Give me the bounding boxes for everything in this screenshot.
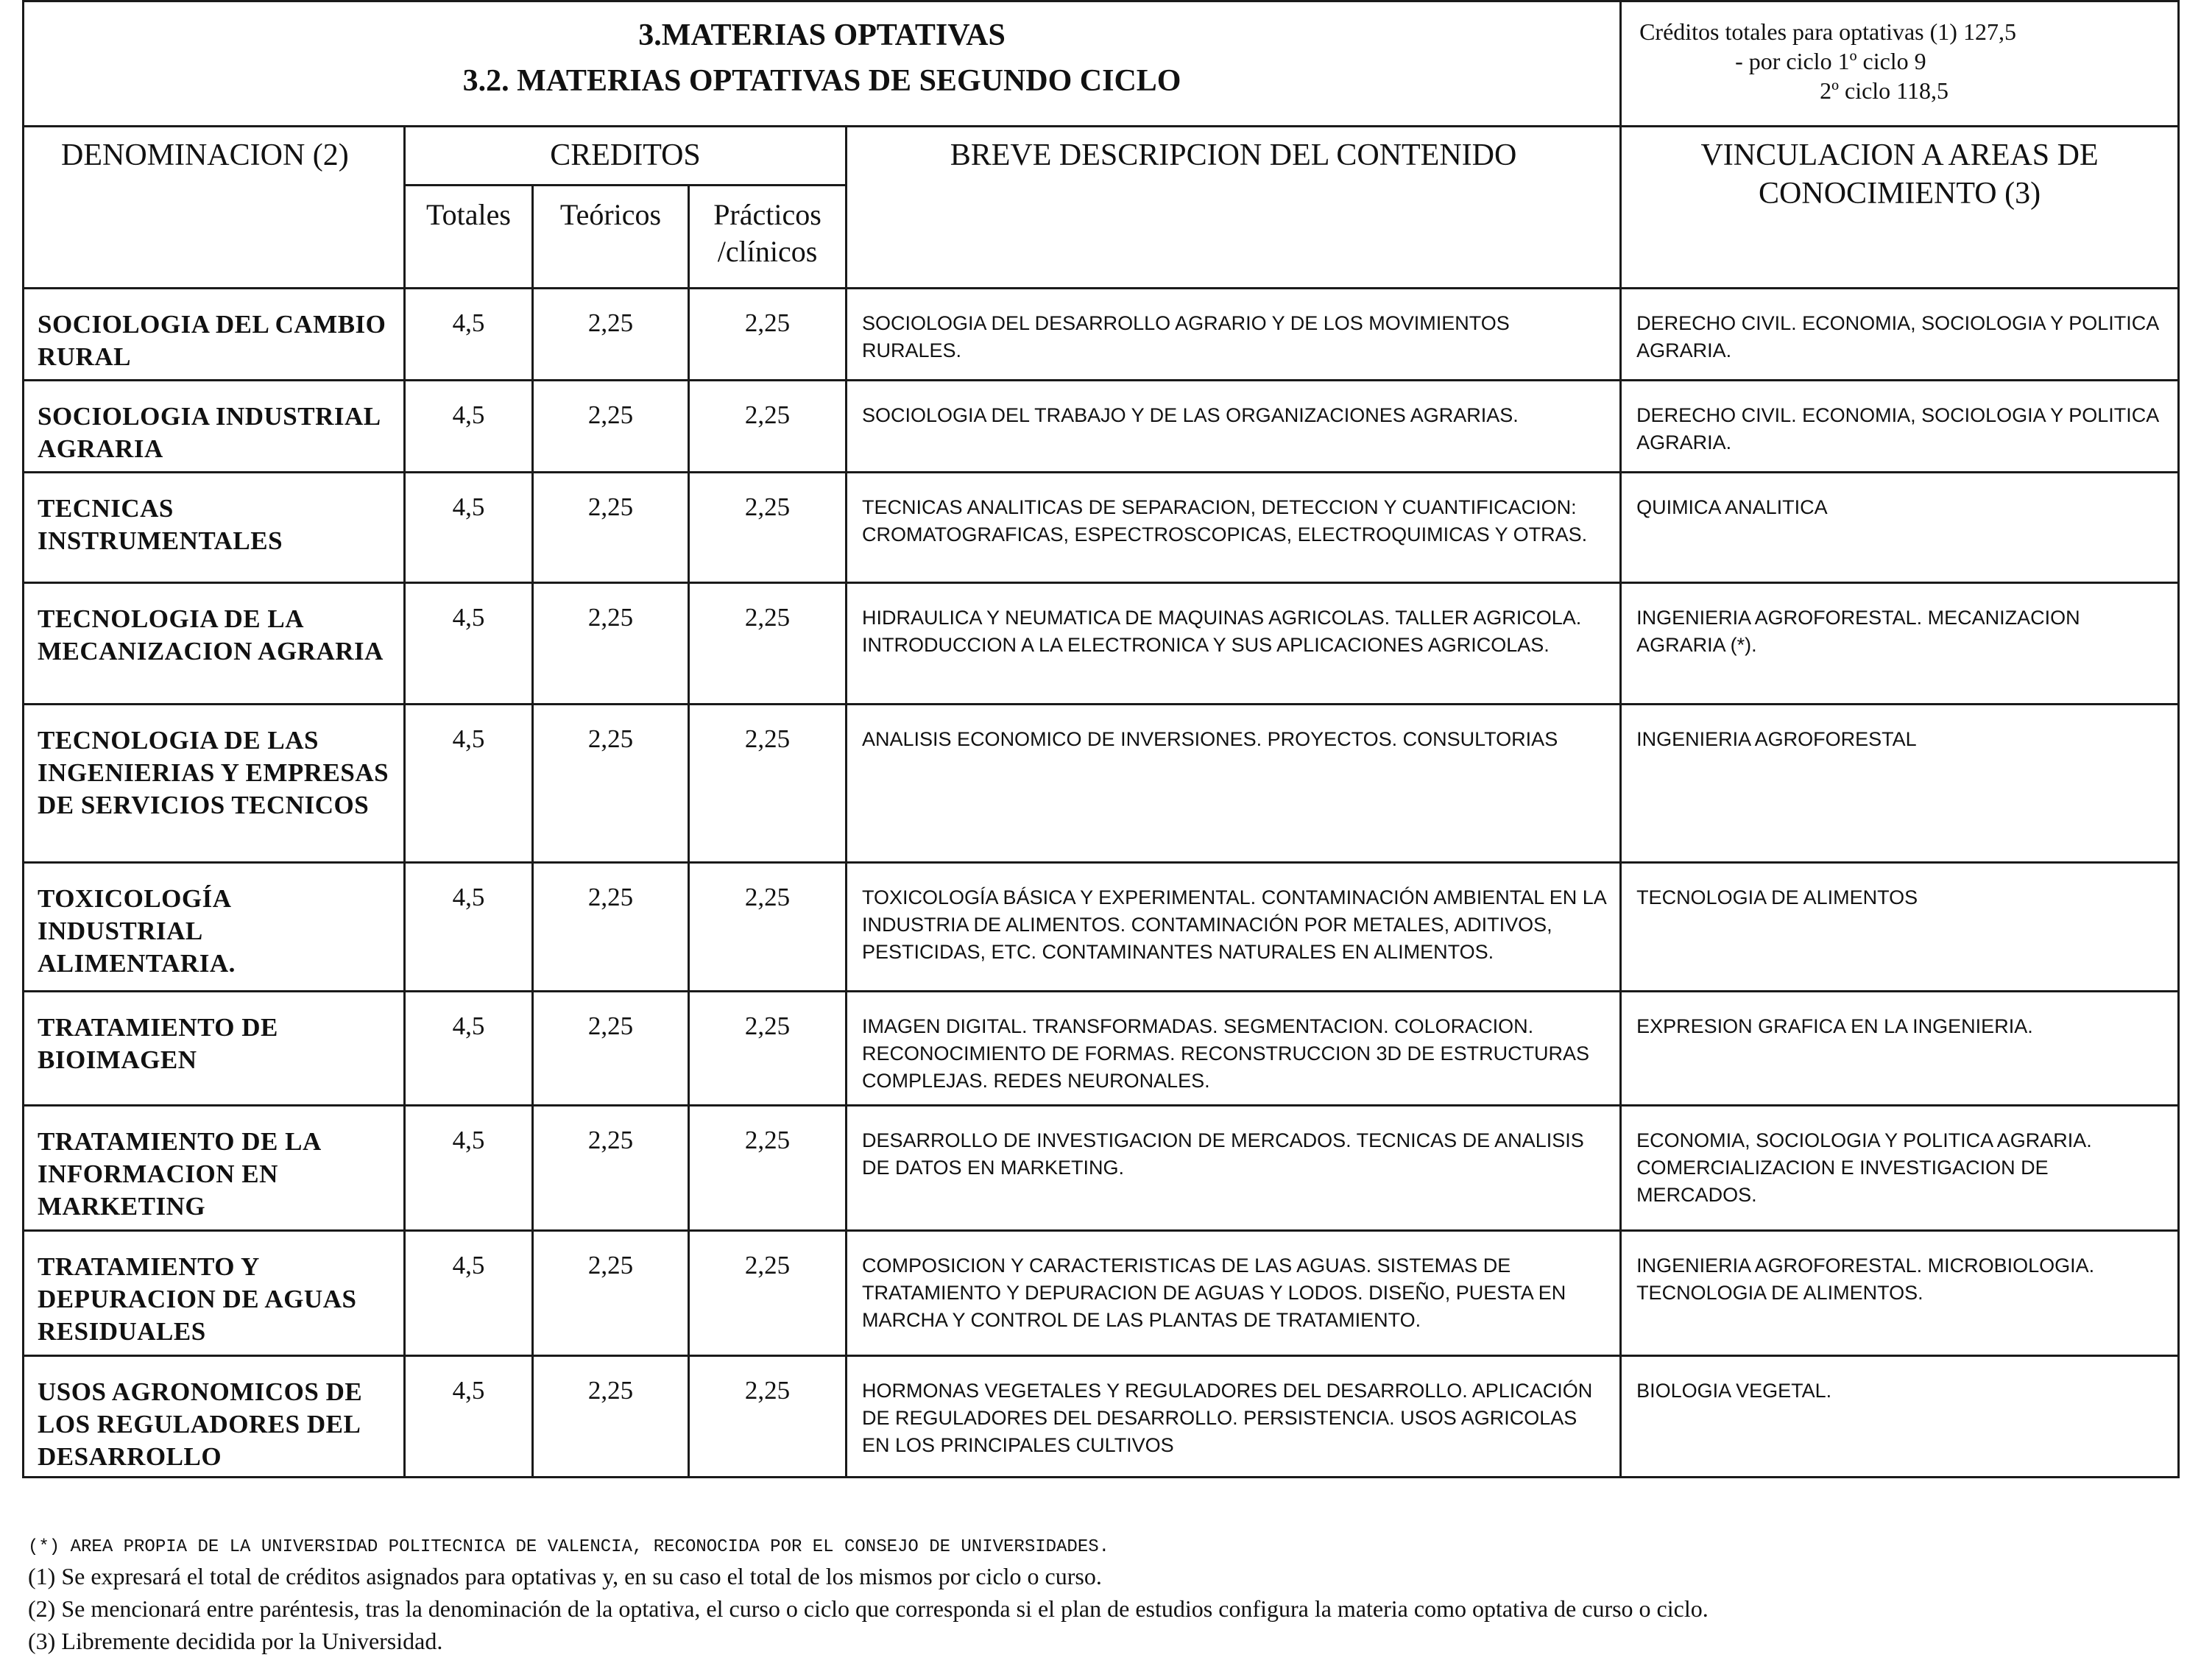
credits-practicos: 2,25 xyxy=(689,1106,847,1231)
subject-name: TRATAMIENTO DE LA INFORMACION EN MARKETING xyxy=(24,1106,405,1231)
table-row xyxy=(24,583,2179,705)
footnote-2: (2) Se mencionará entre paréntesis, tras la denominación de la optativa, el curso o ciclo que corresponda si el plan de estudios configura la materia como optativa de curso o ciclo. xyxy=(28,1595,1709,1622)
credits-teoricos: 2,25 xyxy=(533,863,689,992)
col-creditos: CREDITOS xyxy=(405,127,847,186)
credits-totales: 4,5 xyxy=(405,473,533,583)
credits-totales: 4,5 xyxy=(405,705,533,863)
credits-teoricos: 2,25 xyxy=(533,992,689,1106)
col-vinculacion-line-1: VINCULACION A AREAS DE xyxy=(1700,138,2099,172)
subject-area: DERECHO CIVIL. ECONOMIA, SOCIOLOGIA Y POLITICA AGRARIA. xyxy=(1621,289,2179,381)
subject-description: IMAGEN DIGITAL. TRANSFORMADAS. SEGMENTACION. COLORACION. RECONOCIMIENTO DE FORMAS. RECONSTRUCCION 3D DE ESTRUCTURAS COMPLEJAS. REDES NEURONALES. xyxy=(847,992,1621,1106)
col-practicos-line-2: /clínicos xyxy=(717,235,818,268)
credits-totales: 4,5 xyxy=(405,1106,533,1231)
subject-area: BIOLOGIA VEGETAL. xyxy=(1621,1356,2179,1478)
subject-name: TOXICOLOGÍA INDUSTRIAL ALIMENTARIA. xyxy=(24,863,405,992)
table-row xyxy=(24,1356,2179,1478)
subject-area: DERECHO CIVIL. ECONOMIA, SOCIOLOGIA Y POLITICA AGRARIA. xyxy=(1621,381,2179,473)
table-row xyxy=(24,863,2179,992)
subject-name: TECNICAS INSTRUMENTALES xyxy=(24,473,405,583)
table-row xyxy=(24,1231,2179,1356)
credits-summary xyxy=(1621,1,2179,127)
credits-practicos: 2,25 xyxy=(689,473,847,583)
subject-description: DESARROLLO DE INVESTIGACION DE MERCADOS. TECNICAS DE ANALISIS DE DATOS EN MARKETING. xyxy=(847,1106,1621,1231)
credits-teoricos: 2,25 xyxy=(533,381,689,473)
page-title xyxy=(24,1,1621,127)
subject-description: HORMONAS VEGETALES Y REGULADORES DEL DESARROLLO. APLICACIÓN DE REGULADORES DEL DESARROLLO. PERSISTENCIA. USOS AGRICOLAS EN LOS PRINCIPALES CULTIVOS xyxy=(847,1356,1621,1478)
footnotes xyxy=(28,1535,2163,1657)
optativas-table xyxy=(22,0,2180,1478)
footnote-1: (1) Se expresará el total de créditos asignados para optativas y, en su caso el total de los mismos por ciclo o curso. xyxy=(28,1563,1102,1589)
subject-description: SOCIOLOGIA DEL DESARROLLO AGRARIO Y DE LOS MOVIMIENTOS RURALES. xyxy=(847,289,1621,381)
col-descripcion: BREVE DESCRIPCION DEL CONTENIDO xyxy=(847,127,1621,289)
subject-area: EXPRESION GRAFICA EN LA INGENIERIA. xyxy=(1621,992,2179,1106)
credits-teoricos: 2,25 xyxy=(533,583,689,705)
credits-totales: 4,5 xyxy=(405,583,533,705)
credits-teoricos: 2,25 xyxy=(533,705,689,863)
subject-description: HIDRAULICA Y NEUMATICA DE MAQUINAS AGRICOLAS. TALLER AGRICOLA. INTRODUCCION A LA ELECTRONICA Y SUS APLICACIONES AGRICOLAS. xyxy=(847,583,1621,705)
table-row xyxy=(24,1106,2179,1231)
title-row xyxy=(24,1,2179,127)
credits-practicos: 2,25 xyxy=(689,705,847,863)
credits-practicos: 2,25 xyxy=(689,583,847,705)
footnote-3: (3) Libremente decidida por la Universidad. xyxy=(28,1628,443,1654)
title-line-2: 3.2. MATERIAS OPTATIVAS DE SEGUNDO CICLO xyxy=(462,64,1181,98)
credits-totales: 4,5 xyxy=(405,992,533,1106)
col-practicos xyxy=(689,186,847,289)
subject-description: COMPOSICION Y CARACTERISTICAS DE LAS AGUAS. SISTEMAS DE TRATAMIENTO Y DEPURACION DE AGUAS Y LODOS. DISEÑO, PUESTA EN MARCHA Y CONTROL DE LAS PLANTAS DE TRATAMIENTO. xyxy=(847,1231,1621,1356)
credits-practicos: 2,25 xyxy=(689,289,847,381)
credits-teoricos: 2,25 xyxy=(533,1106,689,1231)
subject-description: TECNICAS ANALITICAS DE SEPARACION, DETECCION Y CUANTIFICACION: CROMATOGRAFICAS, ESPECTROSCOPICAS, ELECTROQUIMICAS Y OTRAS. xyxy=(847,473,1621,583)
credits-ciclo-2: 2º ciclo 118,5 xyxy=(1820,77,1948,104)
table-row xyxy=(24,289,2179,381)
table-row xyxy=(24,992,2179,1106)
credits-practicos: 2,25 xyxy=(689,863,847,992)
credits-totales: 4,5 xyxy=(405,863,533,992)
credits-practicos: 2,25 xyxy=(689,381,847,473)
col-totales: Totales xyxy=(405,186,533,289)
col-teoricos: Teóricos xyxy=(533,186,689,289)
col-denominacion: DENOMINACION (2) xyxy=(24,127,405,289)
col-vinculacion-line-2: CONOCIMIENTO (3) xyxy=(1759,177,2041,211)
credits-totales: 4,5 xyxy=(405,289,533,381)
credits-totales: 4,5 xyxy=(405,1231,533,1356)
subject-name: TECNOLOGIA DE LAS INGENIERIAS Y EMPRESAS DE SERVICIOS TECNICOS xyxy=(24,705,405,863)
subject-description: TOXICOLOGÍA BÁSICA Y EXPERIMENTAL. CONTAMINACIÓN AMBIENTAL EN LA INDUSTRIA DE ALIMENTOS. CONTAMINACIÓN POR METALES, ADITIVOS, PESTICIDAS, ETC. CONTAMINANTES NATURALES EN ALIMENTOS. xyxy=(847,863,1621,992)
credits-ciclo-1: - por ciclo 1º ciclo 9 xyxy=(1735,48,1926,74)
credits-teoricos: 2,25 xyxy=(533,473,689,583)
credits-teoricos: 2,25 xyxy=(533,289,689,381)
subject-description: ANALISIS ECONOMICO DE INVERSIONES. PROYECTOS. CONSULTORIAS xyxy=(847,705,1621,863)
credits-teoricos: 2,25 xyxy=(533,1356,689,1478)
credits-teoricos: 2,25 xyxy=(533,1231,689,1356)
subject-area: TECNOLOGIA DE ALIMENTOS xyxy=(1621,863,2179,992)
subject-name: SOCIOLOGIA INDUSTRIAL AGRARIA xyxy=(24,381,405,473)
subject-name: TECNOLOGIA DE LA MECANIZACION AGRARIA xyxy=(24,583,405,705)
subject-name: SOCIOLOGIA DEL CAMBIO RURAL xyxy=(24,289,405,381)
credits-total: Créditos totales para optativas (1) 127,5 xyxy=(1639,18,2016,45)
column-header-row xyxy=(24,127,2179,186)
subject-name: TRATAMIENTO Y DEPURACION DE AGUAS RESIDUALES xyxy=(24,1231,405,1356)
table-row xyxy=(24,473,2179,583)
subject-name: USOS AGRONOMICOS DE LOS REGULADORES DEL DESARROLLO xyxy=(24,1356,405,1478)
subject-area: ECONOMIA, SOCIOLOGIA Y POLITICA AGRARIA. COMERCIALIZACION E INVESTIGACION DE MERCADOS. xyxy=(1621,1106,2179,1231)
col-practicos-line-1: Prácticos xyxy=(713,198,822,231)
subject-description: SOCIOLOGIA DEL TRABAJO Y DE LAS ORGANIZACIONES AGRARIAS. xyxy=(847,381,1621,473)
footnote-asterisk: (*) AREA PROPIA DE LA UNIVERSIDAD POLITECNICA DE VALENCIA, RECONOCIDA POR EL CONSEJO DE UNIVERSIDADES. xyxy=(28,1537,1110,1557)
subject-area: QUIMICA ANALITICA xyxy=(1621,473,2179,583)
title-line-1: 3.MATERIAS OPTATIVAS xyxy=(638,18,1006,52)
subject-area: INGENIERIA AGROFORESTAL. MICROBIOLOGIA. TECNOLOGIA DE ALIMENTOS. xyxy=(1621,1231,2179,1356)
subject-area: INGENIERIA AGROFORESTAL. MECANIZACION AGRARIA (*). xyxy=(1621,583,2179,705)
col-vinculacion xyxy=(1621,127,2179,289)
credits-practicos: 2,25 xyxy=(689,1231,847,1356)
subject-area: INGENIERIA AGROFORESTAL xyxy=(1621,705,2179,863)
table-row xyxy=(24,705,2179,863)
table-row xyxy=(24,381,2179,473)
credits-totales: 4,5 xyxy=(405,381,533,473)
credits-practicos: 2,25 xyxy=(689,1356,847,1478)
subject-name: TRATAMIENTO DE BIOIMAGEN xyxy=(24,992,405,1106)
credits-practicos: 2,25 xyxy=(689,992,847,1106)
credits-totales: 4,5 xyxy=(405,1356,533,1478)
